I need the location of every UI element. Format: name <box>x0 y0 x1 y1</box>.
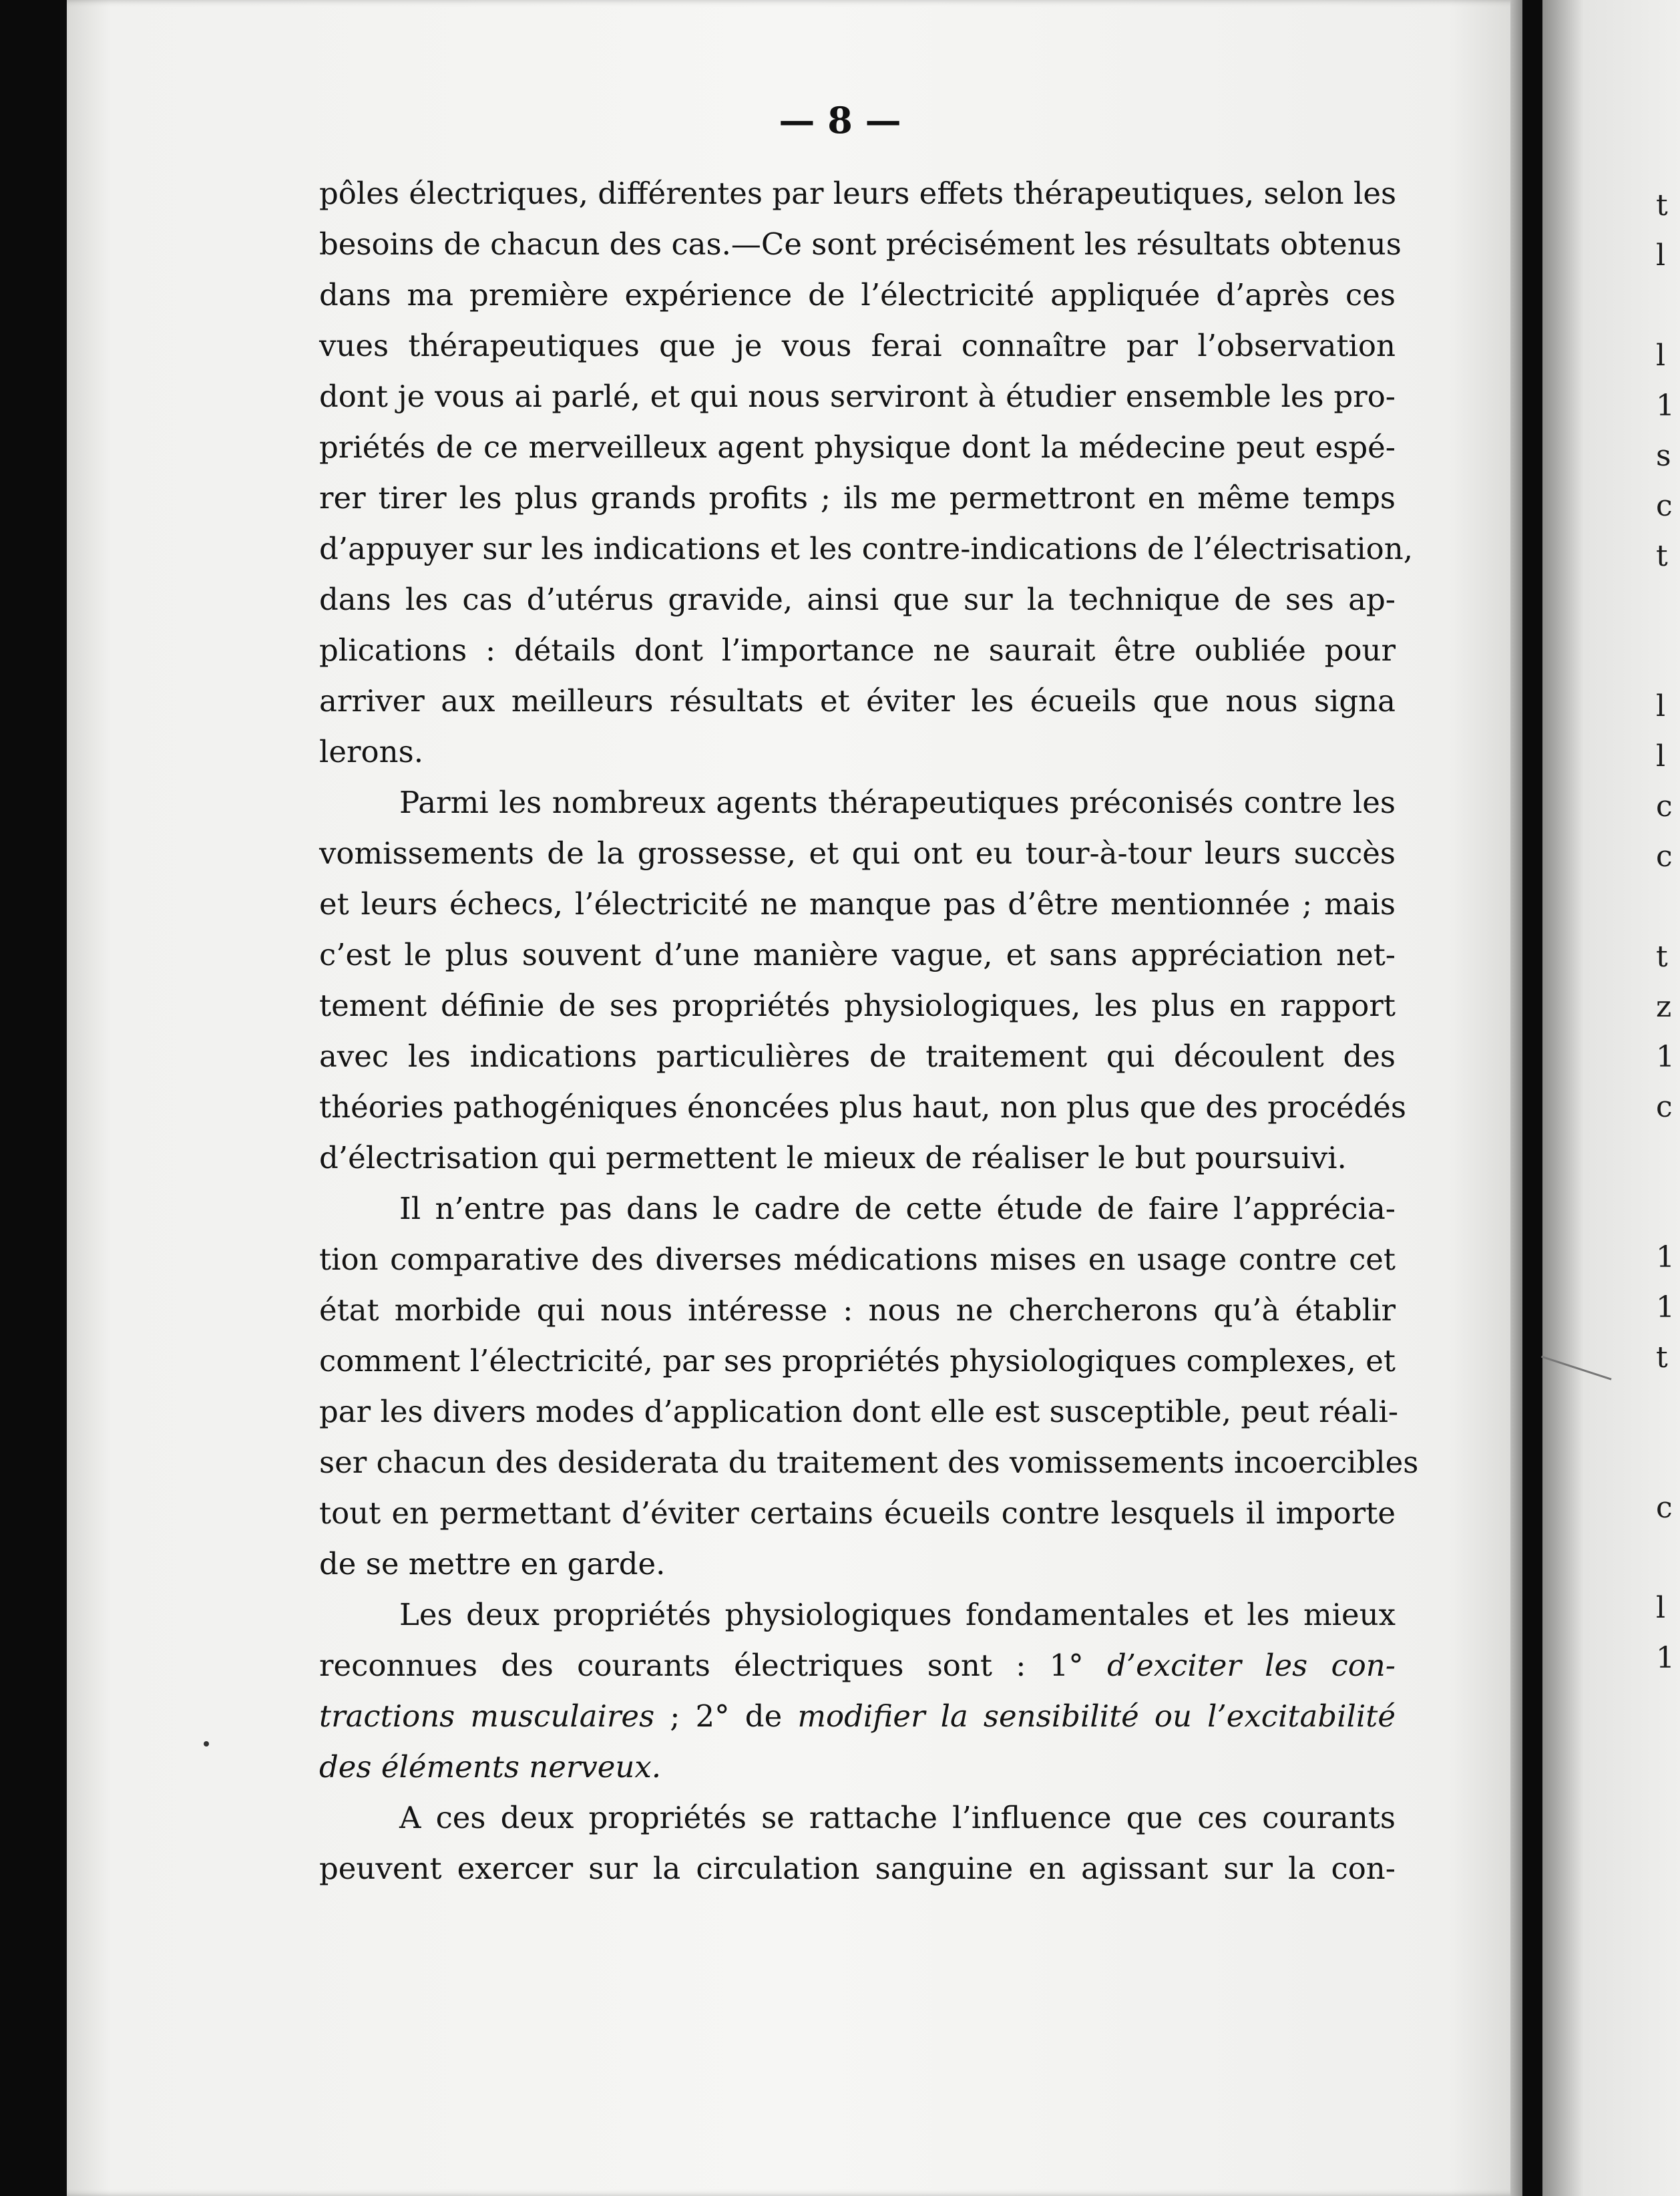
text-line: tion comparative des diverses médications mises en usage contre cet <box>319 1242 1396 1277</box>
facing-page-letter: t <box>1656 539 1668 573</box>
facing-page-letter: z <box>1656 990 1672 1024</box>
facing-page-letter: 1 <box>1656 1641 1675 1675</box>
text-line: vomissements de la grossesse, et qui ont eu tour-à-tour leurs succès <box>319 836 1396 871</box>
facing-page-letter: l <box>1656 689 1666 723</box>
paragraph-1 <box>319 168 1414 777</box>
text-span: reconnues des courants électriques sont : 1° <box>319 1648 1107 1683</box>
facing-page-letter: c <box>1656 1491 1673 1525</box>
italic-span: tractions musculaires <box>319 1698 655 1734</box>
text-line: c’est le plus souvent d’une manière vague, et sans appréciation net- <box>319 937 1396 972</box>
text-line: rer tirer les plus grands profits ; ils me permettront en même temps <box>319 480 1396 516</box>
paragraph-4 <box>319 1590 1396 1793</box>
text-span: ; 2° de <box>654 1698 798 1734</box>
text-line: ser chacun des desiderata du traitement des vomissements incoercibles <box>319 1445 1419 1480</box>
text-line: peuvent exercer sur la circulation sanguine en agissant sur la con- <box>319 1851 1396 1886</box>
text-line: pôles électriques, différentes par leurs effets thérapeutiques, selon les <box>319 176 1397 211</box>
text-line: dont je vous ai parlé, et qui nous serviront à étudier ensemble les pro- <box>319 379 1396 414</box>
text-line: dans ma première expérience de l’électricité appliquée d’après ces <box>319 277 1396 313</box>
paragraph-2 <box>319 777 1407 1183</box>
facing-page-letter: 1 <box>1656 1040 1675 1074</box>
text-line <box>319 1742 1396 1793</box>
text-line: Parmi les nombreux agents thérapeutiques préconisés contre les <box>399 785 1396 820</box>
facing-page-letter <box>1656 281 1680 331</box>
ink-speck <box>204 1741 209 1747</box>
facing-page-letter: l <box>1656 739 1666 773</box>
facing-page-letter <box>1656 631 1680 681</box>
text-line: besoins de chacun des cas.—Ce sont précisément les résultats obtenus <box>319 226 1402 262</box>
text-line: d’électrisation qui permettent le mieux de réaliser le but poursuivi. <box>319 1140 1347 1175</box>
facing-page-letter: c <box>1656 840 1673 874</box>
text-line <box>319 1640 1396 1691</box>
facing-page-letter <box>1656 1433 1680 1483</box>
facing-page-letter: t <box>1656 1340 1668 1375</box>
facing-page-letter: t <box>1656 940 1668 974</box>
text-line: tout en permettant d’éviter certains écueils contre lesquels il importe <box>319 1495 1396 1531</box>
facing-page-letter: 1 <box>1656 389 1675 423</box>
facing-page-letter: l <box>1656 238 1666 272</box>
text-line: arriver aux meilleurs résultats et éviter les écueils que nous signa <box>319 683 1396 719</box>
text-line: de se mettre en garde. <box>319 1546 666 1582</box>
facing-page-letter: 1 <box>1656 1240 1675 1274</box>
facing-page-text <box>1656 180 1680 1683</box>
facing-page-letter <box>1656 1132 1680 1182</box>
facing-page-letter: c <box>1656 489 1673 523</box>
text-line: priétés de ce merveilleux agent physique dont la médecine peut espé- <box>319 429 1396 465</box>
text-line: avec les indications particulières de traitement qui découlent des <box>319 1039 1396 1074</box>
text-line: tement définie de ses propriétés physiologiques, les plus en rapport <box>319 988 1396 1023</box>
text-line: lerons. <box>319 734 424 769</box>
facing-page-letter <box>1656 1182 1680 1232</box>
body-text <box>319 168 1419 1894</box>
facing-page-letter: c <box>1656 1090 1673 1124</box>
text-line: par les divers modes d’application dont elle est susceptible, peut réali- <box>319 1394 1399 1429</box>
text-line: vues thérapeutiques que je vous ferai connaître par l’observation <box>319 328 1396 363</box>
text-line: et leurs échecs, l’électricité ne manque pas d’être mentionnée ; mais <box>319 886 1396 922</box>
text-line: dans les cas d’utérus gravide, ainsi que sur la technique de ses ap- <box>319 582 1396 617</box>
facing-page-letter: s <box>1656 439 1671 473</box>
facing-page-letter <box>1656 581 1680 631</box>
text-line: Les deux propriétés physiologiques fondamentales et les mieux <box>399 1597 1396 1632</box>
facing-page-letter: c <box>1656 789 1673 824</box>
italic-span: modifier la sensibilité ou l’excitabilité <box>797 1698 1396 1734</box>
facing-page-letter: l <box>1656 339 1666 373</box>
text-line: état morbide qui nous intéresse : nous ne chercherons qu’à établir <box>319 1292 1396 1328</box>
facing-page-letter <box>1656 1533 1680 1583</box>
paragraph-3 <box>319 1183 1419 1590</box>
italic-span: d’exciter les con- <box>1106 1648 1396 1683</box>
text-line: plications : détails dont l’importance ne saurait être oubliée pour <box>319 632 1396 668</box>
text-line <box>319 1691 1396 1742</box>
text-line: théories pathogéniques énoncées plus haut, non plus que des procédés <box>319 1089 1407 1125</box>
text-line: d’appuyer sur les indications et les contre-indications de l’électrisation, <box>319 531 1414 566</box>
text-line: A ces deux propriétés se rattache l’influence que ces courants <box>399 1800 1396 1835</box>
italic-span: des éléments nerveux. <box>319 1749 662 1785</box>
facing-page-letter: t <box>1656 188 1668 222</box>
facing-page-letter <box>1656 1383 1680 1433</box>
page-number: — 8 — <box>779 99 901 142</box>
text-line: Il n’entre pas dans le cadre de cette étude de faire l’apprécia- <box>399 1191 1396 1226</box>
facing-page-letter <box>1656 882 1680 932</box>
paragraph-5 <box>319 1793 1396 1894</box>
text-line: comment l’électricité, par ses propriétés physiologiques complexes, et <box>319 1343 1396 1379</box>
facing-page-letter: 1 <box>1656 1290 1675 1324</box>
page-gutter-edge <box>1510 0 1522 2196</box>
facing-page-letter: l <box>1656 1591 1666 1625</box>
